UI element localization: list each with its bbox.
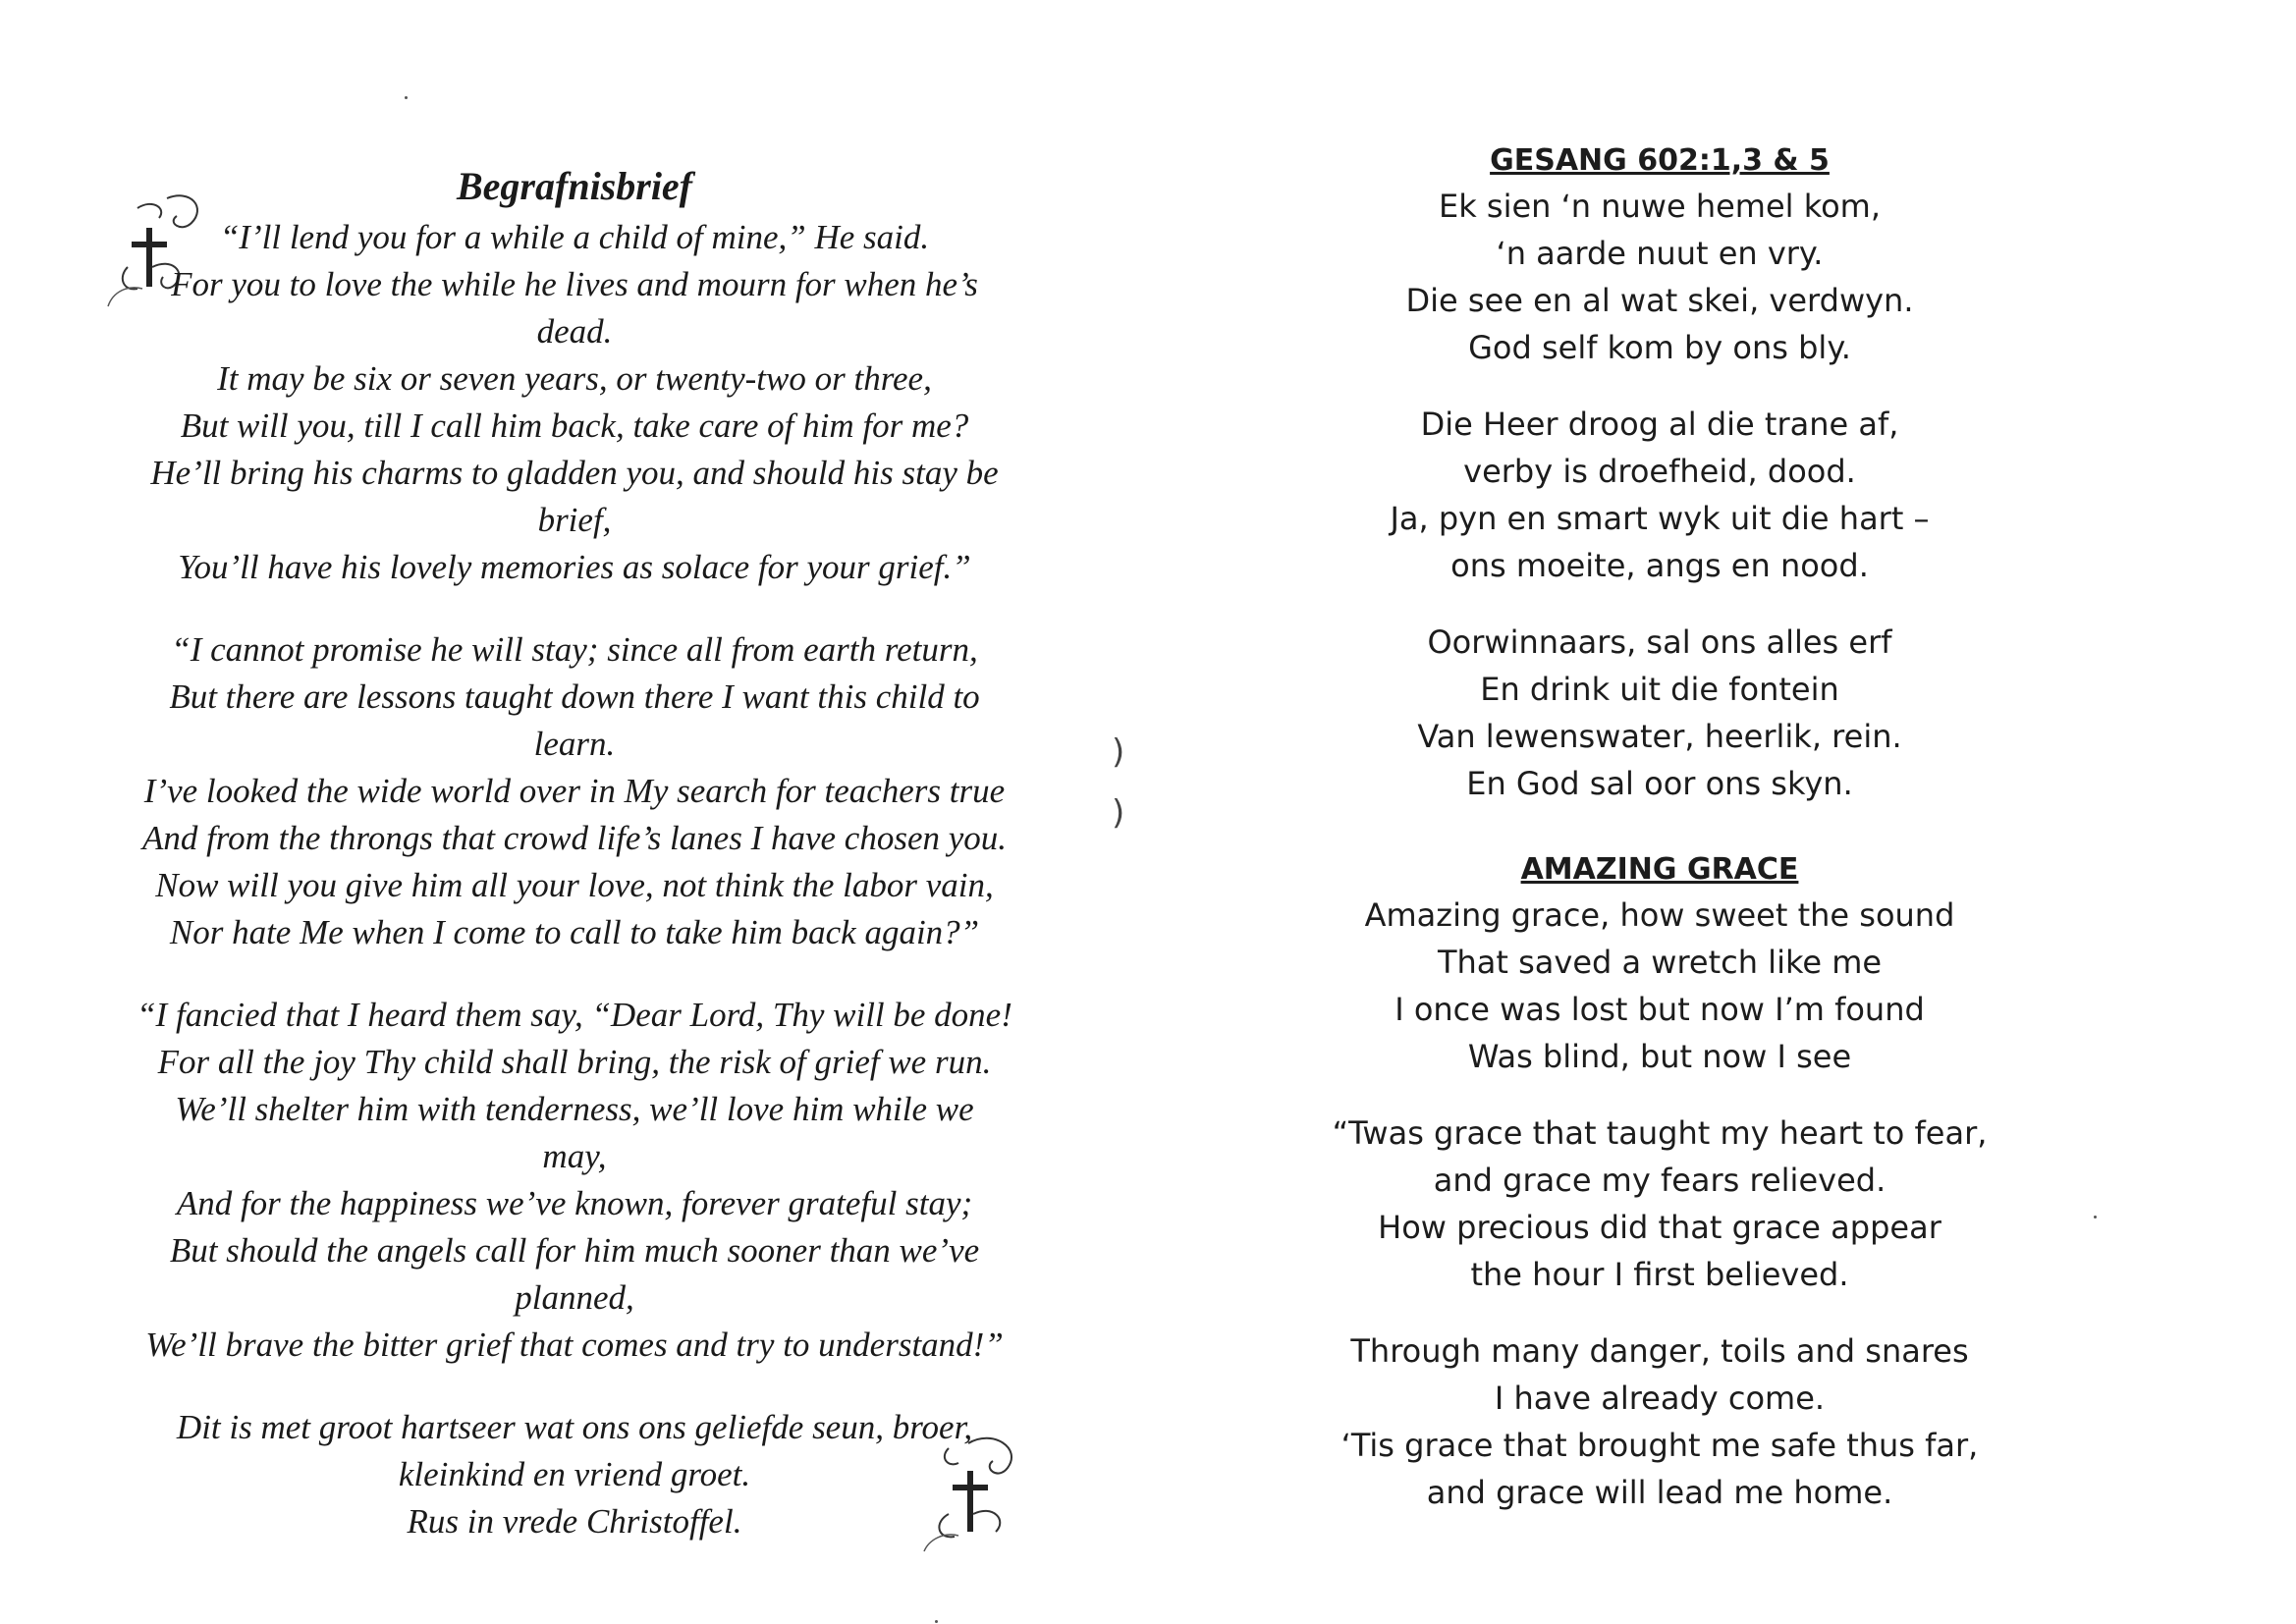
poem-line: dead. [536,312,613,351]
poem-line: Now will you give him all your love, not think the labor vain, [155,866,994,904]
page-title: Begrafnisbrief [457,164,692,208]
hymn-line: Die Heer droog al die trane af, [1420,406,1899,443]
hymn-line: ons moeite, angs en nood. [1450,547,1869,584]
poem-line: planned, [515,1278,634,1317]
farewell-line: Rus in vrede Christoffel. [407,1502,742,1541]
hymn-line: God self kom by ons bly. [1468,329,1851,366]
hymn-line: Van lewenswater, heerlik, rein. [1417,718,1902,755]
poem-line: I’ve looked the wide world over in My search for teachers true [143,772,1006,810]
hymn-line: I once was lost but now I’m found [1394,991,1925,1028]
hymn-line: the hour I first believed. [1470,1256,1849,1293]
hymn-line: That saved a wretch like me [1437,944,1883,981]
hymn-stanza [1237,892,2082,1080]
hymn-line: Oorwinnaars, sal ons alles erf [1427,623,1892,661]
scan-speck [2094,1216,2097,1218]
funeral-letter-poem [98,161,1051,1545]
hymn-line: verby is droefheid, dood. [1463,453,1856,490]
hymn-title: GESANG 602:1,3 & 5 [1490,143,1830,178]
poem-line: learn. [533,725,616,763]
poem-line: We’ll brave the bitter grief that comes and try to understand!” [145,1326,1004,1364]
poem-line: We’ll shelter him with tenderness, we’ll love him while we [175,1090,974,1128]
poem-line: But will you, till I call him back, take care of him for me? [180,406,969,445]
hymn-line: ‘Tis grace that brought me safe thus far, [1340,1427,1979,1464]
poem-line: And for the happiness we’ve known, forever grateful stay; [176,1184,973,1222]
farewell-message [98,1404,1051,1545]
poem-line: But there are lessons taught down there I want this child to [169,677,980,716]
hymn-line: Amazing grace, how sweet the sound [1364,896,1955,934]
poem-stanza-3 [98,992,1051,1369]
hymn-title: AMAZING GRACE [1520,852,1799,887]
poem-line: It may be six or seven years, or twenty-two or three, [217,359,932,398]
hymn-stanza [1237,1327,2082,1516]
farewell-line: kleinkind en vriend groet. [398,1455,751,1493]
hymn-line: ‘n aarde nuut en vry. [1496,235,1824,272]
poem-line: You’ll have his lovely memories as solace for your grief.” [178,548,971,586]
cross-flourish-icon [909,1424,1037,1561]
poem-line: may, [542,1137,607,1175]
hymn-line: Was blind, but now I see [1467,1038,1852,1075]
hymns-column [1237,139,2082,1516]
hymn-stanza [1237,1110,2082,1298]
poem-stanza-2 [98,626,1051,956]
poem-line: Nor hate Me when I come to call to take him back again?” [169,913,980,951]
hymn-stanza [1237,183,2082,371]
poem-line: “I fancied that I heard them say, “Dear Lord, Thy will be done! [137,996,1012,1034]
hymn-line: Ja, pyn en smart wyk uit die hart – [1390,500,1930,537]
scan-speck [935,1620,938,1623]
hymn-line: “Twas grace that taught my heart to fear, [1332,1114,1988,1152]
hymn-line: How precious did that grace appear [1378,1209,1941,1246]
poem-line: For you to love the while he lives and mourn for when he’s [171,265,978,303]
poem-line: brief, [537,501,612,539]
fold-mark: ) [1112,793,1125,833]
farewell-line: Dit is met groot hartseer wat ons ons geliefde seun, broer, [176,1408,973,1446]
fold-mark: ) [1112,732,1125,772]
poem-line: For all the joy Thy child shall bring, the risk of grief we run. [157,1043,992,1081]
hymn-line: and grace will lead me home. [1426,1474,1893,1511]
poem-line: And from the throngs that crowd life’s lanes I have chosen you. [141,819,1008,857]
hymn-line: En drink uit die fontein [1480,671,1839,708]
hymn-stanza [1237,619,2082,807]
poem-line: “I’ll lend you for a while a child of mine,” He said. [219,218,930,256]
poem-line: He’ll bring his charms to gladden you, and should his stay be [150,454,999,492]
poem-stanza-1 [98,214,1051,591]
hymn-line: En God sal oor ons skyn. [1466,765,1853,802]
scan-speck [405,96,408,99]
poem-line: But should the angels call for him much sooner than we’ve [169,1231,980,1270]
hymn-stanza [1237,401,2082,589]
hymn-line: Through many danger, toils and snares [1350,1332,1969,1370]
hymn-line: I have already come. [1494,1380,1826,1417]
poem-line: “I cannot promise he will stay; since all from earth return, [171,630,978,669]
hymn-line: Die see en al wat skei, verdwyn. [1405,282,1914,319]
hymn-line: and grace my fears relieved. [1433,1162,1886,1199]
hymn-line: Ek sien ‘n nuwe hemel kom, [1438,188,1882,225]
